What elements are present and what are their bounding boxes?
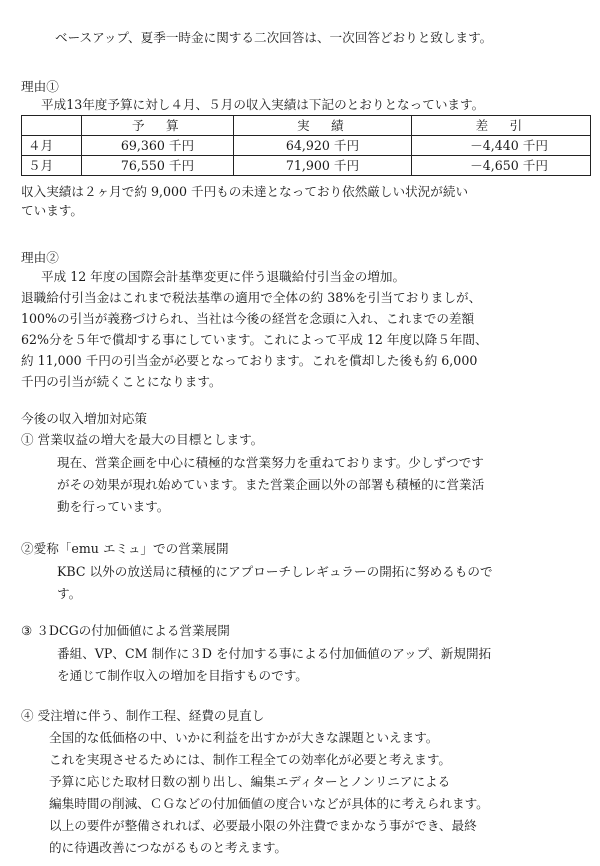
table-header-cell xyxy=(22,116,82,136)
measure-2-line: KBC 以外の放送局に積極的にアプローチしレギュラーの開拓に努めるもので xyxy=(57,564,493,579)
table-row xyxy=(22,156,591,176)
revenue-table xyxy=(21,115,591,176)
reason1-after-line: ています。 xyxy=(21,203,83,218)
intro-paragraph: ベースアップ、夏季一時金に関する二次回答は、一次回答どおりと致します。 xyxy=(55,30,493,45)
reason1-after-line: 収入実績は２ヶ月で約 9,000 千円もの未達となっており依然厳しい状況が続い xyxy=(21,184,469,199)
table-cell-actual: 64,920 千円 xyxy=(234,136,412,156)
table-cell-month: ５月 xyxy=(22,156,82,176)
reason1-text: 平成13年度予算に対し４月、５月の収入実績は下記のとおりとなっています。 xyxy=(41,97,485,112)
measures-heading: 今後の収入増加対応策 xyxy=(21,411,147,426)
measure-3-line: 番組、VP、CM 制作に３D を付加する事による付加価値のアップ、新規開拓 xyxy=(57,646,492,661)
table-row xyxy=(22,136,591,156)
measure-4-line: これを実現させるためには、制作工程全ての効率化が必要と考えます。 xyxy=(49,752,451,767)
measure-4-line: 予算に応じた取材日数の割り出し、編集エディターとノンリニアによる xyxy=(49,774,451,789)
measure-1-line: がその効果が現れ始めています。また営業企画以外の部署も積極的に営業活 xyxy=(57,477,485,492)
measure-4-line: 的に待遇改善につながるものと考えます。 xyxy=(49,840,288,855)
reason2-line: 100%の引当が義務づけられ、当社は今後の経営を念頭に入れ、これまでの差額 xyxy=(21,311,475,326)
measure-4-line: 全国的な低価格の中、いかに利益を出すかが大きな課題といえます。 xyxy=(49,730,439,745)
measure-4-line: 編集時間の削減、ＣＧなどの付加価値の度合いなどが具体的に考えられます。 xyxy=(49,796,489,811)
table-header-cell: 実 績 xyxy=(234,116,412,136)
table-header-cell: 予 算 xyxy=(82,116,234,136)
table-cell-difference: －4,650 千円 xyxy=(412,156,591,176)
reason2-line: 62%分を５年で償却する事にしています。これによって平成 12 年度以降５年間、 xyxy=(21,332,488,347)
reason2-line: 千円の引当が続くことになります。 xyxy=(21,374,222,389)
measure-1-line: 動を行っています。 xyxy=(57,499,170,514)
table-cell-budget: 76,550 千円 xyxy=(82,156,234,176)
reason2-line: 平成 12 年度の国際会計基準変更に伴う退職給付引当金の増加。 xyxy=(41,269,406,284)
measure-3-line: を通じて制作収入の増加を目指すものです。 xyxy=(57,668,308,683)
table-header-row xyxy=(22,116,591,136)
measure-4-line: 以上の要件が整備されれば、必要最小限の外注費でまかなう事ができ、最終 xyxy=(49,818,477,833)
reason2-heading: 理由② xyxy=(21,250,59,265)
measure-4-title: ④ 受注増に伴う、制作工程、経費の見直し xyxy=(21,708,265,723)
measure-2-title: ②愛称「emu エミュ」での営業展開 xyxy=(21,541,229,556)
reason2-line: 約 11,000 千円の引当金が必要となっております。これを償却した後も約 6,000 xyxy=(21,353,478,368)
table-cell-difference: －4,440 千円 xyxy=(412,136,591,156)
table-header-cell: 差 引 xyxy=(412,116,591,136)
measure-3-title: ③ ３DCGの付加価値による営業展開 xyxy=(21,623,230,638)
reason1-heading: 理由① xyxy=(21,79,59,94)
table-cell-actual: 71,900 千円 xyxy=(234,156,412,176)
measure-1-line: 現在、営業企画を中心に積極的な営業努力を重ねております。少しずつです xyxy=(57,455,484,470)
measure-2-line: す。 xyxy=(57,586,82,601)
reason2-line: 退職給付引当金はこれまで税法基準の適用で全体の約 38%を引当ておりましが、 xyxy=(21,290,482,305)
table-cell-budget: 69,360 千円 xyxy=(82,136,234,156)
measure-1-title: ① 営業収益の増大を最大の目標とします。 xyxy=(21,432,264,447)
table-cell-month: ４月 xyxy=(22,136,82,156)
